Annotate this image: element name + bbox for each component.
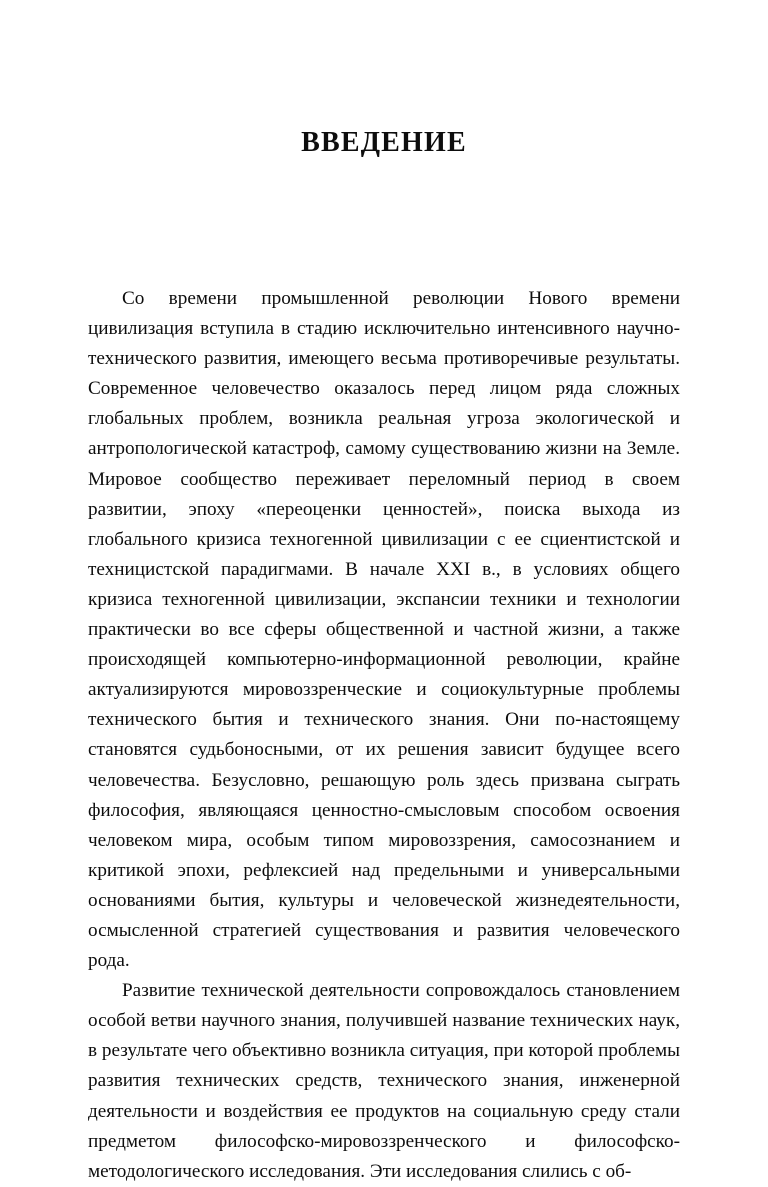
page-title: ВВЕДЕНИЕ [301, 126, 467, 158]
paragraph-1: Со времени промышленной революции Нового времени цивилизация вступила в стадию исключительно интенсивного научно-технического развития, имеющего весьма противоречивые результаты. Современное человечество оказалось перед лицом ряда сложных глобальных проблем, возникла реальная угроза экологической и антропологической катастроф, самому существованию жизни на Земле. Мировое сообщество переживает переломный период в своем развитии, эпоху «переоценки ценностей», поиска выхода из глобального кризиса техногенной цивилизации с ее сциентистской и техницистской парадигмами. В начале XXI в., в условиях общего кризиса техногенной цивилизации, экспансии техники и технологии практически во все сферы общественной и частной жизни, а также происходящей компьютерно-информационной революции, крайне актуализируются мировоззренческие и социокультурные проблемы технического бытия и технического знания. Они по-настоящему становятся судьбоносными, от их решения зависит будущее всего человечества. Безусловно, решающую роль здесь призвана сыграть философия, являющаяся ценностно-смысловым способом освоения человеком мира, особым типом мировоззрения, самосознанием и критикой эпохи, рефлексией над предельными и универсальными основаниями бытия, культуры и человеческой жизнедеятельности, осмысленной стратегией существования и развития человеческого рода. [88, 288, 680, 972]
paragraph-2: Развитие технической деятельности сопровождалось становлением особой ветви научного знания, получившей название технических наук, в результате чего объективно возникла ситуация, при которой проблемы развития технических средств, технического знания, инженерной деятельности и воздействия ее продуктов на социальную среду стали предметом философско-мировоззренческого и философско-методологического исследования. Эти исследования слились с об- [88, 980, 680, 1182]
body-text [88, 284, 680, 1187]
